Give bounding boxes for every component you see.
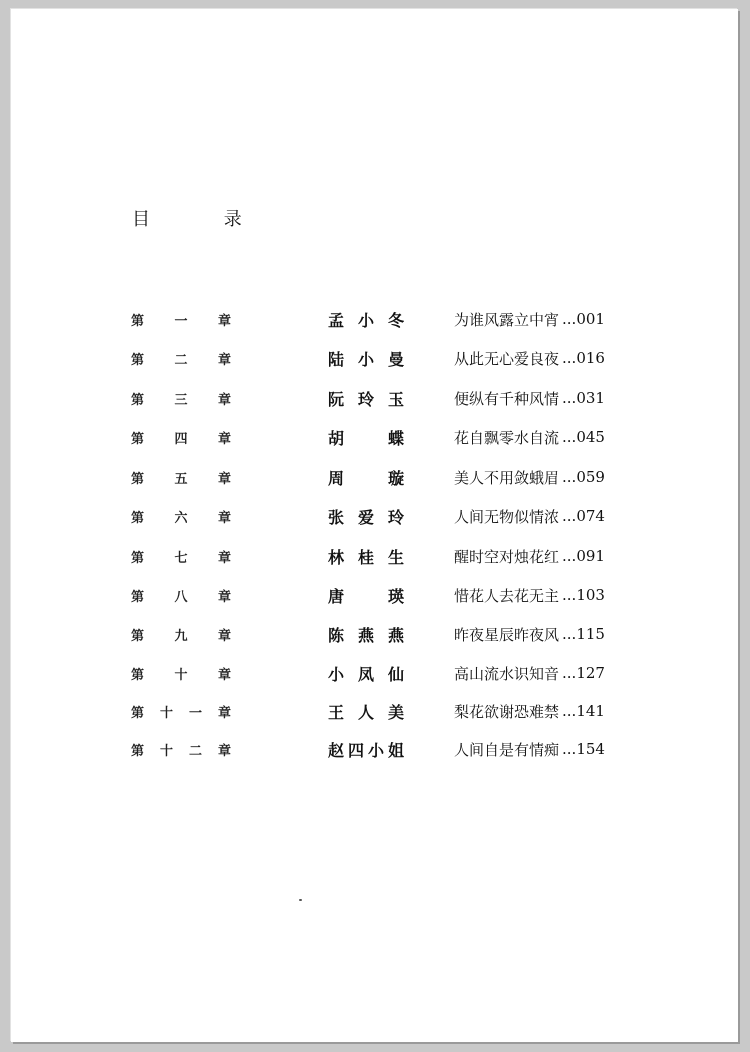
person-name: 阮 玲 玉 xyxy=(328,389,404,409)
page-number: ...115 xyxy=(562,625,605,643)
chapter-subtitle: 美人不用敛蛾眉 ...059 xyxy=(454,468,605,487)
person-name: 胡 蝶 xyxy=(328,428,404,448)
chapter-subtitle: 花自飘零水自流 ...045 xyxy=(454,428,605,447)
chapter-subtitle: 为谁风露立中宵 ...001 xyxy=(454,310,605,329)
chapter-number: 第 四 章 xyxy=(131,431,231,447)
page-number: ...103 xyxy=(562,586,605,604)
chapter-number: 第 八 章 xyxy=(131,589,231,605)
toc-entry xyxy=(11,661,738,685)
chapter-subtitle: 惜花人去花无主 ...103 xyxy=(454,586,605,605)
toc-entry xyxy=(11,622,738,646)
chapter-number: 第 三 章 xyxy=(131,392,231,408)
toc-entry xyxy=(11,544,738,568)
page-number: ...127 xyxy=(562,664,605,682)
document-page xyxy=(11,9,738,1042)
page-number: ...016 xyxy=(562,349,605,367)
person-name: 林 桂 生 xyxy=(328,547,404,567)
toc-entry xyxy=(11,386,738,410)
toc-entry xyxy=(11,346,738,370)
toc-entry xyxy=(11,425,738,449)
page-number: ...001 xyxy=(562,310,605,328)
chapter-number: 第 十 章 xyxy=(131,667,231,683)
chapter-subtitle: 人间无物似情浓 ...074 xyxy=(454,507,605,526)
chapter-subtitle: 昨夜星辰昨夜风 ...115 xyxy=(454,625,605,644)
table-of-contents xyxy=(11,9,738,1042)
chapter-number: 第 七 章 xyxy=(131,550,231,566)
person-name: 陈 燕 燕 xyxy=(328,625,404,645)
toc-entry xyxy=(11,307,738,331)
person-name: 周 璇 xyxy=(328,468,404,488)
chapter-subtitle: 醒时空对烛花红 ...091 xyxy=(454,547,605,566)
chapter-subtitle: 人间自是有情痴 ...154 xyxy=(454,740,605,759)
page-number: ...141 xyxy=(562,702,605,720)
person-name: 小 凤 仙 xyxy=(328,664,404,684)
chapter-number: 第 十 二 章 xyxy=(131,743,231,759)
chapter-number: 第 五 章 xyxy=(131,471,231,487)
page-number: ...031 xyxy=(562,389,605,407)
page-number: ...074 xyxy=(562,507,605,525)
page-number: ...059 xyxy=(562,468,605,486)
person-name: 王 人 美 xyxy=(328,702,404,722)
chapter-number: 第 九 章 xyxy=(131,628,231,644)
scan-speck xyxy=(299,899,302,901)
person-name: 唐 瑛 xyxy=(328,586,404,606)
person-name: 张 爱 玲 xyxy=(328,507,404,527)
person-name: 孟 小 冬 xyxy=(328,310,404,330)
page-number: ...091 xyxy=(562,547,605,565)
person-name: 陆 小 曼 xyxy=(328,349,404,369)
toc-title: 目 录 xyxy=(132,209,276,230)
chapter-subtitle: 从此无心爱良夜 ...016 xyxy=(454,349,605,368)
chapter-subtitle: 便纵有千种风情 ...031 xyxy=(454,389,605,408)
page-number: ...045 xyxy=(562,428,605,446)
chapter-number: 第 二 章 xyxy=(131,352,231,368)
chapter-subtitle: 梨花欲谢恐难禁 ...141 xyxy=(454,702,605,721)
chapter-number: 第 六 章 xyxy=(131,510,231,526)
toc-entry xyxy=(11,699,738,723)
toc-entry xyxy=(11,583,738,607)
chapter-subtitle: 高山流水识知音 ...127 xyxy=(454,664,605,683)
chapter-number: 第 一 章 xyxy=(131,313,231,329)
page-number: ...154 xyxy=(562,740,605,758)
toc-entry xyxy=(11,504,738,528)
toc-entry xyxy=(11,465,738,489)
chapter-number: 第 十 一 章 xyxy=(131,705,231,721)
toc-entry xyxy=(11,737,738,761)
person-name: 赵 四 小 姐 xyxy=(328,740,404,760)
